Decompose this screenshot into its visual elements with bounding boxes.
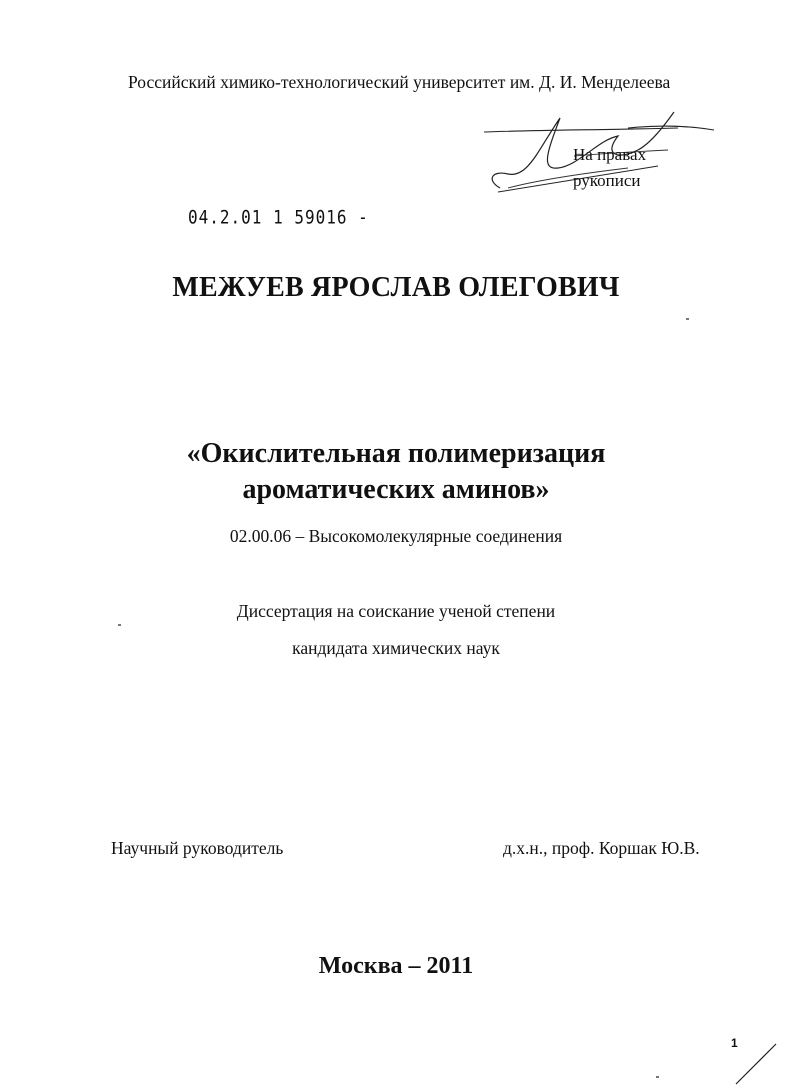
scan-speck — [656, 1076, 659, 1078]
author-name: МЕЖУЕВ ЯРОСЛАВ ОЛЕГОВИЧ — [172, 272, 620, 303]
advisor-name: д.х.н., проф. Коршак Ю.В. — [503, 838, 700, 858]
degree-line2: кандидата химических наук — [292, 638, 500, 658]
rights-notice-line1: На правах — [573, 145, 647, 164]
degree-line1: Диссертация на соискание ученой степени — [236, 601, 556, 621]
thesis-title-line2: ароматических аминов» — [242, 474, 550, 505]
university-name: Российский химико-технологический университет им. Д. И. Менделеева — [128, 72, 671, 92]
page-corner-mark — [730, 1040, 780, 1086]
rights-notice-line2: рукописи — [573, 171, 641, 190]
archive-stamp-number: 04.2.01 1 59016 - — [188, 206, 369, 228]
page-number: 1 — [731, 1036, 738, 1050]
thesis-title-line1: «Окислительная полимеризация — [186, 438, 606, 469]
advisor-label: Научный руководитель — [111, 838, 284, 858]
scan-speck — [118, 624, 121, 626]
city-year: Москва – 2011 — [318, 953, 474, 979]
thesis-specialty: 02.00.06 – Высокомолекулярные соединения — [229, 526, 563, 546]
scan-speck — [686, 318, 689, 320]
